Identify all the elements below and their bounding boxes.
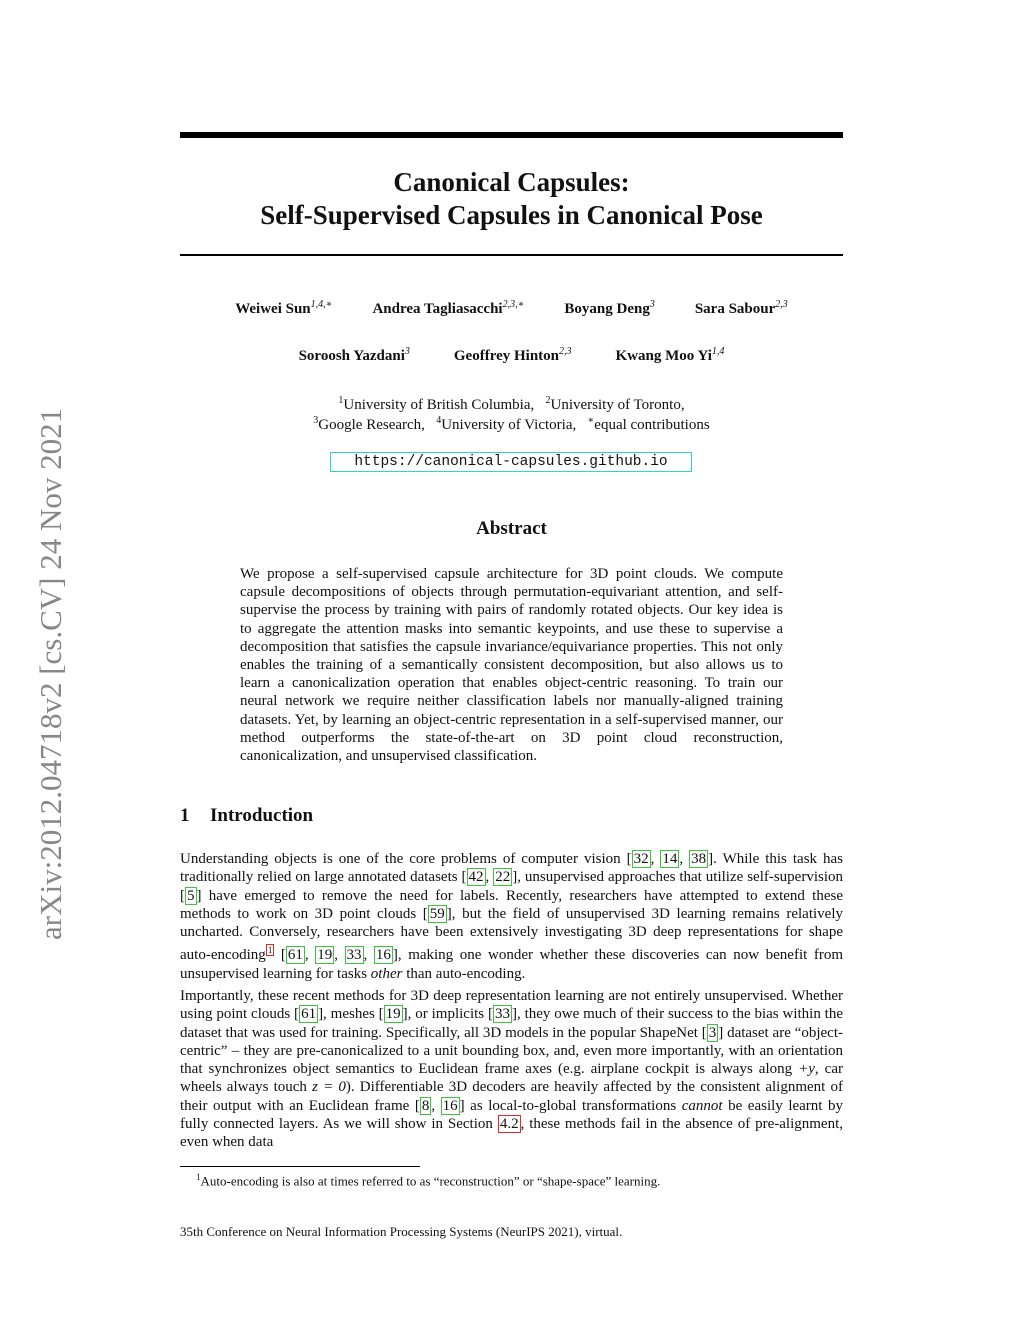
affiliations-line2: $^3$Google Research, $^4$University of Victoria, ∗equal contributions (313, 415, 710, 433)
author-row-2 (180, 346, 843, 365)
footnote: $^1$Auto-encoding is also at times referred to as “reconstruction” or “shape-space” learning. (196, 1172, 661, 1189)
math-expression: z = 0 (312, 1079, 346, 1096)
citation-link[interactable]: 42 (468, 869, 484, 886)
citation-link[interactable]: 14 (662, 851, 678, 867)
intro-paragraph-1: Understanding objects is one of the core problems of computer vision [ 32 , 14 , 38 ]. While this task has traditionally relied on large annotated datasets [ 42 , 22 ], unsupervised approaches that utilize self-supervision [ 5 ] have emerged to remove the need for labels. Recently, researchers have attempted to extend these methods to work on 3D point clouds [ 59 ], but the field of unsupervised 3D learning remains relatively uncharted. Conversely, researchers have been extensively investigating 3D deep representations for shape auto-encoding $^1$ [ 61 , 19 , 33 , 16 ], making one wonder whether these discoveries can now benefit from unsupervised learning for tasks other than auto-encoding. (180, 851, 844, 982)
intro-paragraph-2: Importantly, these recent methods for 3D deep representation learning are not entirely unsupervised. Whether using point clouds [ 61 ], meshes [ 19 ], or implicits [ 33 ], they owe much of their success to the bias within the dataset that was used for training. Specifically, all 3D models in the popular ShapeNet [ 3 ] dataset are “object-centric” – they are pre-canonicalized to a unit bounding box, and, even more importantly, with an orientation that synchronizes object semantics to Euclidean frame axes (e.g. airplane cockpit is always along +y, car wheels always touch z = 0). Differentiable 3D decoders are heavily affected by the consistent alignment of their output with an Euclidean frame [ 8 , 16 ] as local-to-global transformations cannot be easily learnt by fully connected layers. As we will show in Section 4.2 , these methods fail in the absence of pre-alignment, even when data (180, 988, 844, 1151)
author-name: Andrea Tagliasacchi$^{2,3,∗}$ (372, 299, 525, 317)
paper-title-line2: Self-Supervised Capsules in Canonical Pose (260, 200, 763, 230)
author-name: Boyang Deng$^3$ (564, 299, 655, 317)
abstract-heading: Abstract (476, 518, 547, 539)
title-top-rule (180, 132, 843, 138)
citation-link[interactable]: 16 (375, 947, 391, 964)
citation-link[interactable]: 19 (385, 1006, 401, 1023)
project-url-link[interactable]: https://canonical-capsules.github.io (330, 452, 692, 472)
citation-link[interactable]: 16 (442, 1097, 458, 1114)
citation-link[interactable]: 33 (494, 1006, 510, 1023)
author-row-1 (180, 299, 843, 318)
affiliations-line1: $^1$University of British Columbia, $^2$University of Toronto, (338, 395, 685, 413)
citation-link[interactable]: 59 (429, 905, 445, 922)
citation-link[interactable]: 32 (633, 851, 649, 867)
conference-note: 35th Conference on Neural Information Processing Systems (NeurIPS 2021), virtual. (180, 1224, 623, 1239)
citation-link[interactable]: 33 (346, 947, 362, 964)
abstract-text: We propose a self-supervised capsule architecture for 3D point clouds. We compute capsule decompositions of objects through permutation-equivariant attention, and self-supervise the process by training with pairs of randomly rotated objects. Our key idea is to aggregate the attention masks into semantic keypoints, and use these to supervise a decomposition that satisfies the capsule invariance/equivariance properties. This not only enables the training of a semantically consistent decomposition, but also allows us to learn a canonicalization operation that enables object-centric reasoning. To train our neural network we require neither classification labels nor manually-aligned training datasets. Yet, by learning an object-centric representation in a self-supervised manner, our method outperforms the state-of-the-art on 3D point cloud reconstruction, canonicalization, and unsupervised classification. (240, 566, 783, 765)
author-name: Sara Sabour$^{2,3}$ (694, 299, 788, 317)
author-name: Weiwei Sun$^{1,4,∗}$ (235, 299, 333, 317)
section-title: Introduction (210, 805, 314, 826)
section-heading-introduction (180, 805, 313, 827)
citation-link[interactable]: 22 (495, 869, 511, 886)
citation-link[interactable]: 61 (301, 1006, 317, 1023)
arxiv-sidebar-id: arXiv:2012.04718v2 [cs.CV] 24 Nov 2021 (33, 407, 68, 940)
math-expression: +y (798, 1061, 815, 1078)
paper-title-line1: Canonical Capsules: (393, 167, 630, 197)
citation-link[interactable]: 19 (317, 947, 333, 964)
author-name: Geoffrey Hinton$^{2,3}$ (453, 346, 572, 364)
section-reference-link[interactable]: 4.2 (499, 1116, 519, 1133)
citation-link[interactable]: 38 (691, 851, 707, 867)
citation-link[interactable]: 8 (421, 1097, 430, 1114)
footnote-link[interactable]: 1 (267, 945, 273, 956)
author-name: Kwang Moo Yi$^{1,4}$ (615, 346, 725, 364)
section-number: 1 (180, 805, 190, 826)
citation-link[interactable]: 61 (287, 947, 303, 964)
title-bottom-rule (180, 254, 843, 256)
citation-link[interactable]: 3 (708, 1024, 717, 1041)
footnote-rule (180, 1166, 420, 1167)
citation-link[interactable]: 5 (187, 887, 195, 904)
author-name: Soroosh Yazdani$^3$ (298, 346, 410, 364)
